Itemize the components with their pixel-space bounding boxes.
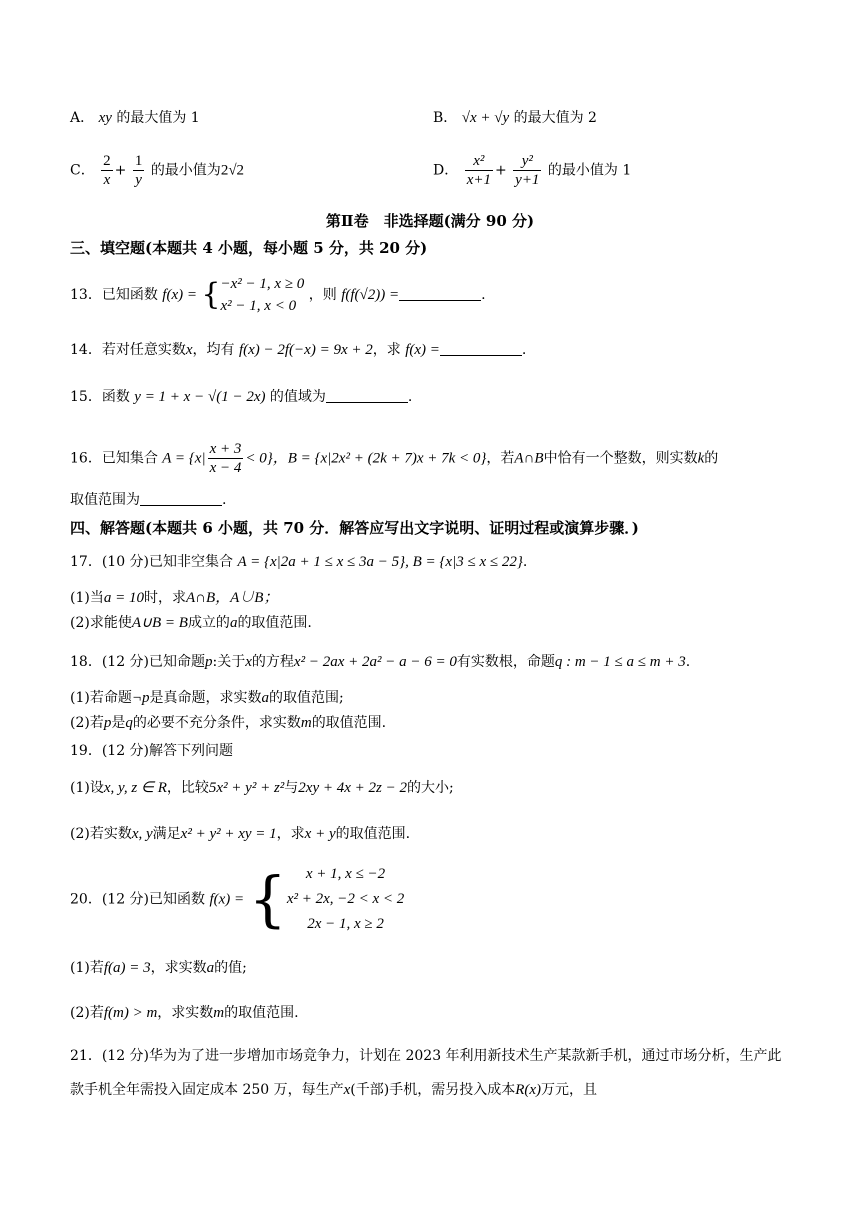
option-d: D． $\frac{\text{x²}}{x+1}$ + $\frac{\text{y²}}{y+1}$ 的最小值为 1 bbox=[433, 153, 632, 188]
question-18: 18．(12 分)已知命题p:关于x的方程x² − 2ax + 2a² − a − 6 = 0有实数根，命题q : m − 1 ≤ a ≤ m + 3. bbox=[70, 654, 691, 670]
question-19: 19．(12 分)解答下列问题 bbox=[70, 743, 234, 759]
answer-blank bbox=[140, 491, 222, 506]
question-15: 15．函数 y = 1 + x − √(1 − 2x) 的值域为 . bbox=[70, 389, 413, 405]
option-b: B． √x + √y 的最大值为 2 bbox=[433, 110, 597, 126]
question-20: 20．(12 分)已知函数 f(x) = { x + 1, x ≤ −2 x² + 2x, −2 < x < 2 2x − 1, x ≥ 2 bbox=[70, 864, 405, 935]
question-20-part2: (2)若f(m) > m，求实数m的取值范围. bbox=[70, 1005, 299, 1021]
question-18-part1: (1)若命题¬p是真命题，求实数a的取值范围; bbox=[70, 690, 344, 706]
answer-blank bbox=[399, 286, 481, 301]
option-c: C． $\frac{2}{x}$ + $\frac{1}{y}$ 的最小值为2√2 bbox=[70, 153, 245, 188]
answer-blank bbox=[326, 388, 408, 403]
question-18-part2: (2)若p是q的必要不充分条件，求实数m的取值范围. bbox=[70, 715, 387, 731]
question-17: 17．(10 分)已知非空集合 A = {x|2a + 1 ≤ x ≤ 3a − 5}, B = {x|3 ≤ x ≤ 22}. bbox=[70, 554, 528, 570]
part2-title: 第Ⅱ卷 非选择题(满分 90 分) bbox=[325, 212, 535, 230]
question-20-part1: (1)若f(a) = 3，求实数a的值; bbox=[70, 960, 247, 976]
section3-title: 三、填空题(本题共 4 小题，每小题 5 分，共 20 分) bbox=[70, 239, 428, 257]
question-19-part2: (2)若实数x, y满足x² + y² + xy = 1，求x + y的取值范围. bbox=[70, 826, 411, 842]
question-14: 14．若对任意实数x，均有 f(x) − 2f(−x) = 9x + 2，求 f(x) = . bbox=[70, 342, 527, 358]
question-17-part2: (2)求能使A∪B = B成立的a的取值范围. bbox=[70, 615, 312, 631]
answer-blank bbox=[440, 341, 522, 356]
question-21: 21．(12 分)华为为了进一步增加市场竞争力，计划在 2023 年利用新技术生产某款新手机，通过市场分析，生产此款手机全年需投入固定成本 250 万，每生产x(千部)手机，需另投入成本R(x)万元，且 bbox=[70, 1048, 782, 1098]
section4-title: 四、解答题(本题共 6 小题，共 70 分．解答应写出文字说明、证明过程或演算步骤．) bbox=[70, 519, 639, 537]
question-16: 16．已知集合 A = {x| $\frac{x + 3}{x - 4}$ < 0}，B = {x|2x² + (2k + 7)x + 7k < 0}，若A∩B中恰有一个整数，则实数k的 bbox=[70, 441, 719, 476]
question-16-line2: 取值范围为 . bbox=[70, 492, 227, 508]
question-19-part1: (1)设x, y, z ∈ R，比较5x² + y² + z²与2xy + 4x + 2z − 2的大小; bbox=[70, 780, 454, 796]
option-a: A． xy 的最大值为 1 bbox=[70, 110, 200, 126]
question-13: 13．已知函数 f(x) = {−x² − 1, x ≥ 0 x² − 1, x < 0 ，则 f(f(√2)) = . bbox=[70, 276, 486, 314]
question-17-part1: (1)当a = 10时，求A∩B，A∪B； bbox=[70, 590, 279, 606]
